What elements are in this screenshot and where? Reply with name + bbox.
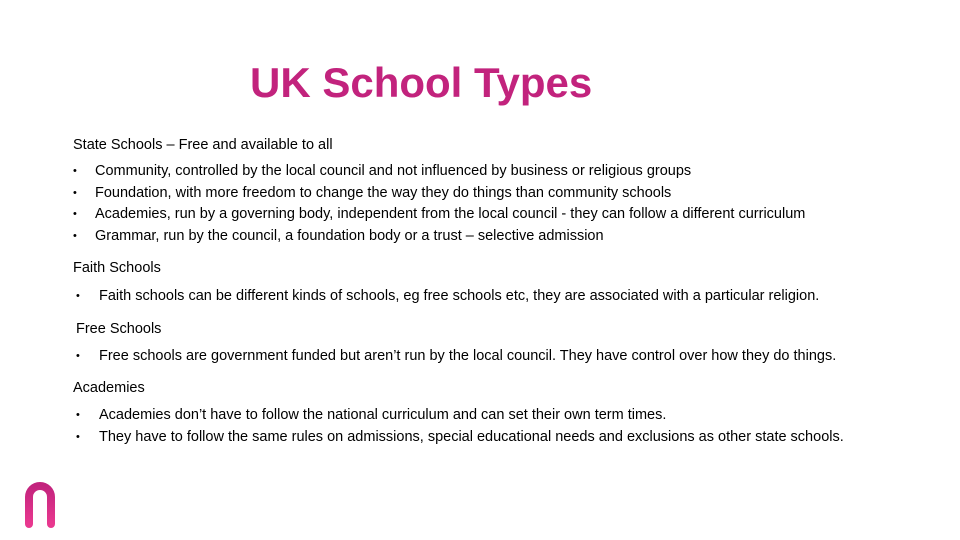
section-heading-academies: Academies bbox=[73, 380, 145, 396]
bullet-icon: • bbox=[73, 208, 77, 220]
bullet-icon: • bbox=[73, 186, 77, 199]
list-item-text: Academies, run by a governing body, independent from the local council - they can follow a different curriculum bbox=[95, 206, 806, 222]
list-item-text: Free schools are government funded but aren’t run by the local council. They have control over how they do things. bbox=[99, 348, 837, 364]
bullet-icon: • bbox=[76, 350, 80, 362]
bullet-icon: • bbox=[76, 409, 80, 421]
list-item-text: Community, controlled by the local council and not influenced by business or religious groups bbox=[95, 163, 692, 179]
bullet-icon: • bbox=[73, 165, 77, 177]
bullet-icon: • bbox=[76, 430, 80, 443]
list-item-text: Foundation, with more freedom to change the way they do things than community schools bbox=[95, 184, 672, 201]
list-item-text: Academies don’t have to follow the national curriculum and can set their own term times. bbox=[99, 407, 667, 423]
bullet-icon: • bbox=[76, 290, 80, 302]
n-logo-icon bbox=[24, 480, 56, 528]
bullet-icon: • bbox=[73, 229, 77, 242]
section-heading-faith-schools: Faith Schools bbox=[73, 260, 161, 276]
section-heading-state-schools: State Schools – Free and available to all bbox=[73, 137, 333, 153]
list-item-text: Grammar, run by the council, a foundation body or a trust – selective admission bbox=[95, 227, 604, 244]
list-item-text: They have to follow the same rules on admissions, special educational needs and exclusions as other state schools. bbox=[99, 428, 844, 445]
list-item-text: Faith schools can be different kinds of schools, eg free schools etc, they are associated with a particular religion. bbox=[99, 288, 820, 304]
slide-title: UK School Types bbox=[250, 59, 593, 106]
section-heading-free-schools: Free Schools bbox=[76, 321, 162, 337]
